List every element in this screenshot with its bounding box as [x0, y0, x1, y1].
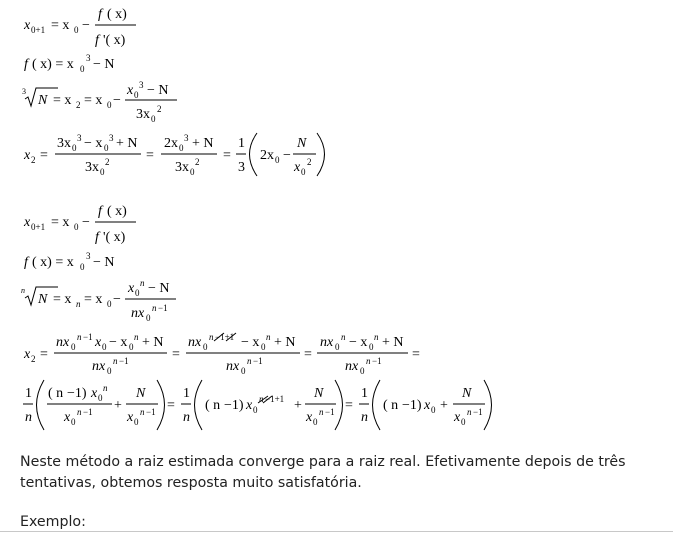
svg-text:0: 0 [151, 114, 156, 124]
formula-x2-general [23, 332, 420, 376]
svg-text:0: 0 [72, 143, 77, 153]
svg-text:n: n [183, 410, 190, 425]
svg-text:−: − [283, 148, 291, 163]
svg-text:−1: −1 [325, 407, 335, 417]
svg-text:n: n [103, 383, 108, 393]
svg-text:0: 0 [190, 167, 195, 177]
svg-text:+ N: + N [274, 335, 296, 350]
svg-text:( n: ( n [205, 398, 221, 413]
svg-text:− N: − N [147, 83, 169, 98]
svg-text:2: 2 [157, 104, 162, 114]
svg-text:nx: nx [345, 359, 359, 374]
svg-text:−: − [82, 215, 90, 230]
formula-newton-iteration-1 [23, 7, 136, 48]
svg-text:nx: nx [320, 335, 334, 350]
svg-text:=: = [40, 347, 48, 362]
svg-text:−1: −1 [119, 356, 129, 366]
svg-text:N: N [38, 292, 48, 307]
formula-newton-iteration-2 [23, 204, 136, 245]
svg-text:N: N [297, 136, 307, 151]
svg-text:'( x): '( x) [103, 33, 126, 48]
svg-text:( x): ( x) [107, 204, 127, 219]
svg-text:−1: −1 [253, 356, 263, 366]
svg-text:3: 3 [139, 80, 144, 90]
svg-text:0: 0 [107, 366, 112, 376]
svg-text:0: 0 [134, 90, 139, 100]
svg-text:N: N [462, 386, 472, 401]
svg-text:−1: −1 [146, 407, 156, 417]
svg-text:+ N: + N [142, 335, 164, 350]
svg-text:x: x [24, 148, 31, 163]
formula-final-simplification [23, 380, 492, 430]
svg-text:n: n [134, 332, 139, 342]
svg-text:n: n [77, 407, 82, 417]
svg-text:N: N [38, 93, 48, 108]
svg-text:0: 0 [74, 25, 79, 35]
svg-text:0: 0 [203, 342, 208, 352]
svg-text:0: 0 [107, 299, 112, 309]
svg-text:x: x [24, 347, 31, 362]
svg-text:0: 0 [135, 288, 140, 298]
svg-text:n: n [152, 303, 157, 313]
svg-text:( x) = x: ( x) = x [32, 255, 74, 270]
svg-text:3x: 3x [136, 107, 150, 122]
svg-text:1: 1 [361, 386, 368, 401]
svg-text:−1+1: −1+1 [215, 332, 235, 342]
svg-text:+: + [294, 398, 302, 413]
svg-text:0: 0 [253, 405, 258, 415]
svg-text:=: = [40, 148, 48, 163]
svg-text:0: 0 [261, 342, 266, 352]
svg-text:3: 3 [86, 251, 91, 261]
svg-text:=: = [223, 148, 231, 163]
svg-text:1: 1 [238, 136, 245, 151]
svg-text:1: 1 [183, 386, 190, 401]
svg-text:f: f [24, 255, 28, 270]
formula-block-nth-root [21, 204, 492, 430]
svg-text:0: 0 [107, 100, 112, 110]
svg-text:−1): −1) [402, 398, 422, 413]
svg-text:0: 0 [431, 405, 436, 415]
svg-text:−1: −1 [83, 332, 93, 342]
svg-text:0: 0 [241, 366, 246, 376]
svg-text:nx: nx [188, 335, 202, 350]
svg-text:−1): −1) [224, 398, 244, 413]
svg-text:2: 2 [31, 354, 36, 364]
svg-text:n: n [374, 332, 379, 342]
formula-cube-root-approx [22, 80, 177, 124]
svg-text:n: n [266, 332, 271, 342]
formula-x2-simplification [23, 133, 325, 177]
svg-text:f: f [95, 230, 99, 245]
svg-text:− x: − x [84, 136, 103, 151]
svg-text:0+1: 0+1 [31, 222, 46, 232]
svg-text:2x: 2x [260, 148, 274, 163]
svg-text:x: x [127, 410, 134, 425]
svg-text:2: 2 [307, 157, 312, 167]
svg-text:x: x [306, 410, 313, 425]
svg-text:0: 0 [146, 313, 151, 323]
svg-text:−1: −1 [83, 407, 93, 417]
svg-text:n: n [259, 394, 264, 404]
svg-text:−: − [113, 93, 121, 108]
svg-text:0: 0 [102, 342, 107, 352]
svg-text:2: 2 [76, 100, 81, 110]
svg-text:n: n [366, 356, 371, 366]
svg-text:3: 3 [77, 133, 82, 143]
svg-text:0: 0 [100, 167, 105, 177]
svg-text:−1+1: −1+1 [265, 394, 285, 404]
svg-text:0: 0 [129, 342, 134, 352]
svg-text:+ N: + N [382, 335, 404, 350]
svg-text:0: 0 [461, 417, 466, 427]
svg-text:3: 3 [22, 87, 26, 96]
svg-text:= x: = x [84, 292, 103, 307]
svg-text:x: x [91, 386, 98, 401]
svg-text:2: 2 [105, 157, 110, 167]
svg-text:0: 0 [179, 143, 184, 153]
svg-text:− N: − N [148, 281, 170, 296]
svg-text:f: f [98, 7, 102, 22]
svg-text:n: n [113, 356, 118, 366]
svg-text:x: x [128, 281, 135, 296]
svg-text:n: n [21, 286, 25, 295]
svg-text:=: = [412, 347, 420, 362]
svg-text:3x: 3x [175, 160, 189, 175]
svg-text:n: n [247, 356, 252, 366]
svg-text:x: x [24, 18, 31, 33]
svg-text:3: 3 [86, 53, 91, 63]
svg-text:=: = [167, 398, 175, 413]
svg-text:'( x): '( x) [103, 230, 126, 245]
svg-text:( n: ( n [383, 398, 399, 413]
svg-text:n: n [77, 332, 82, 342]
svg-text:0: 0 [98, 393, 103, 403]
svg-text:0: 0 [80, 64, 85, 74]
svg-text:+ N: + N [192, 136, 214, 151]
svg-text:x: x [127, 83, 134, 98]
svg-text:0: 0 [80, 262, 85, 272]
svg-text:n: n [319, 407, 324, 417]
svg-text:0: 0 [134, 417, 139, 427]
svg-text:nx: nx [92, 359, 106, 374]
svg-text:3: 3 [238, 160, 245, 175]
svg-text:= x: = x [51, 18, 70, 33]
svg-text:n: n [209, 332, 214, 342]
formula-block-cube-root [22, 7, 325, 177]
svg-text:x: x [64, 410, 71, 425]
svg-text:3x: 3x [85, 160, 99, 175]
svg-text:n: n [76, 299, 81, 309]
svg-text:( x): ( x) [107, 7, 127, 22]
svg-text:− x: − x [349, 335, 368, 350]
svg-text:0: 0 [71, 342, 76, 352]
svg-text:0: 0 [275, 155, 280, 165]
svg-text:n: n [140, 407, 145, 417]
formula-function-cubic-1 [24, 53, 115, 74]
svg-text:− N: − N [93, 57, 115, 72]
svg-text:( x) = x: ( x) = x [32, 57, 74, 72]
svg-text:x: x [454, 410, 461, 425]
svg-text:N: N [136, 386, 146, 401]
svg-text:n: n [467, 407, 472, 417]
svg-text:f: f [98, 204, 102, 219]
svg-text:0: 0 [74, 222, 79, 232]
explanation-paragraph: Neste método a raiz estimada converge para a raiz real. Efetivamente depois de três tentativas, obtemos resposta muito satisfatória. [20, 454, 626, 491]
svg-text:+: + [440, 398, 448, 413]
svg-text:0: 0 [71, 417, 76, 427]
svg-text:= x: = x [53, 292, 72, 307]
formula-nth-root-approx [21, 278, 176, 323]
svg-text:0: 0 [369, 342, 374, 352]
svg-text:0: 0 [301, 167, 306, 177]
svg-text:f: f [95, 33, 99, 48]
svg-text:3: 3 [184, 133, 189, 143]
svg-text:x: x [95, 335, 102, 350]
svg-text:0: 0 [360, 366, 365, 376]
svg-text:+ N: + N [116, 136, 138, 151]
svg-text:n: n [140, 278, 145, 288]
svg-text:x: x [294, 160, 301, 175]
svg-text:− x: − x [109, 335, 128, 350]
svg-text:( n: ( n [48, 386, 64, 401]
svg-text:1: 1 [25, 386, 32, 401]
svg-text:−1: −1 [473, 407, 483, 417]
svg-text:= x: = x [51, 215, 70, 230]
svg-text:−1: −1 [372, 356, 382, 366]
example-heading: Exemplo: [20, 514, 86, 530]
svg-text:nx: nx [131, 306, 145, 321]
svg-text:x: x [424, 398, 431, 413]
svg-text:+: + [114, 398, 122, 413]
svg-text:= x: = x [53, 93, 72, 108]
svg-text:2: 2 [195, 157, 200, 167]
formula-function-cubic-2 [24, 251, 115, 272]
svg-text:− x: − x [241, 335, 260, 350]
svg-text:=: = [345, 398, 353, 413]
svg-text:x: x [24, 215, 31, 230]
bottom-divider [0, 531, 673, 532]
svg-text:n: n [361, 410, 368, 425]
svg-text:x: x [246, 398, 253, 413]
svg-text:3x: 3x [57, 136, 71, 151]
svg-text:0: 0 [335, 342, 340, 352]
svg-text:2: 2 [31, 155, 36, 165]
svg-text:n: n [25, 410, 32, 425]
svg-text:− N: − N [93, 255, 115, 270]
svg-text:f: f [24, 57, 28, 72]
svg-text:−1: −1 [158, 303, 168, 313]
svg-text:0+1: 0+1 [31, 25, 46, 35]
svg-text:0: 0 [313, 417, 318, 427]
svg-text:2x: 2x [164, 136, 178, 151]
svg-text:3: 3 [109, 133, 114, 143]
svg-text:nx: nx [56, 335, 70, 350]
svg-text:= x: = x [84, 93, 103, 108]
svg-text:nx: nx [226, 359, 240, 374]
svg-text:−: − [113, 292, 121, 307]
svg-text:=: = [304, 347, 312, 362]
svg-text:=: = [146, 148, 154, 163]
svg-text:N: N [314, 386, 324, 401]
svg-text:−: − [82, 18, 90, 33]
svg-text:n: n [341, 332, 346, 342]
svg-text:=: = [172, 347, 180, 362]
svg-text:0: 0 [104, 143, 109, 153]
svg-text:−1): −1) [67, 386, 87, 401]
